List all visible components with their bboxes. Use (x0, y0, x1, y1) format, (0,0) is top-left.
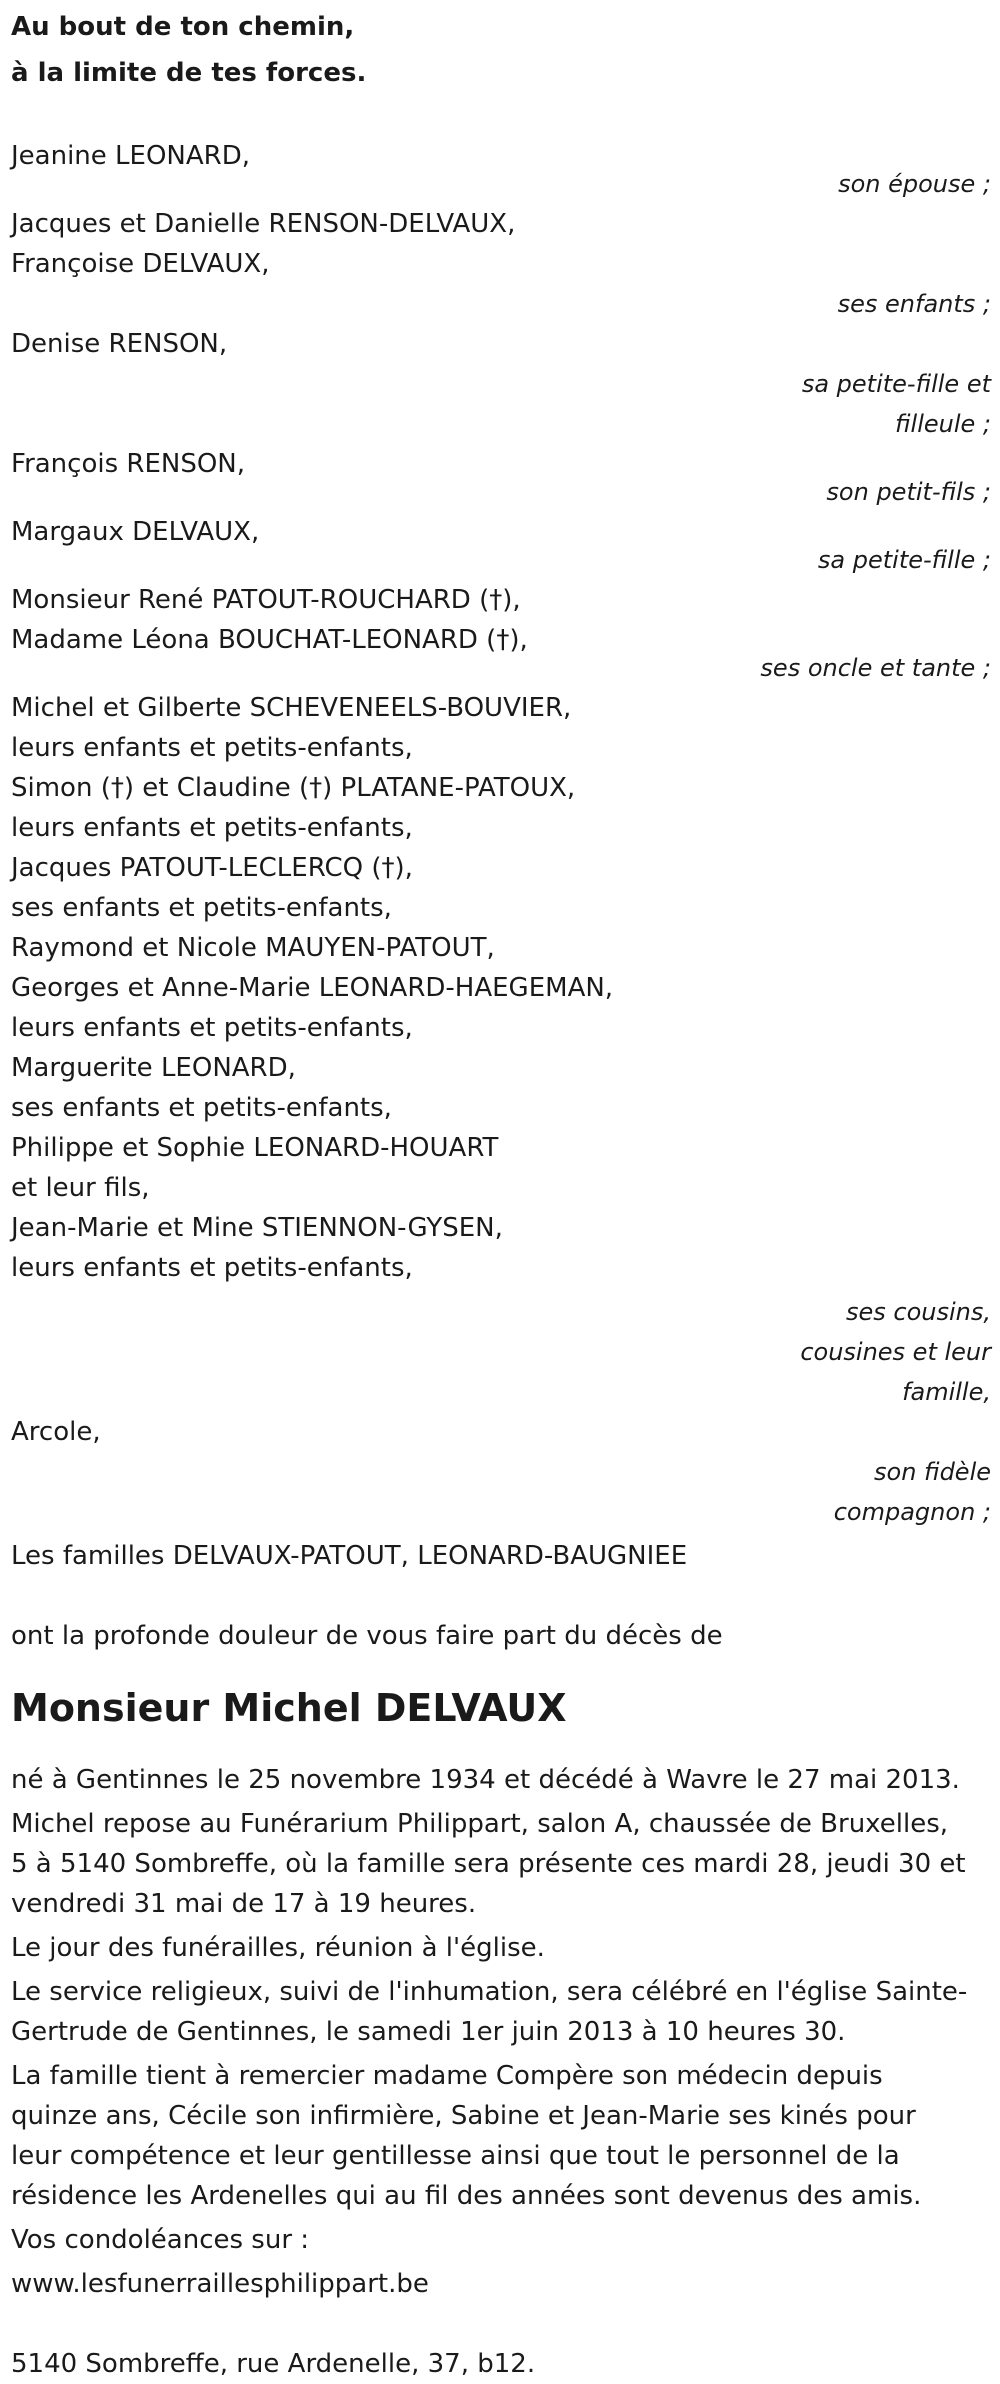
mourner-name: Jeanine LEONARD, (11, 141, 251, 171)
mourner-name: Raymond et Nicole MAUYEN-PATOUT, (11, 933, 495, 963)
mourner-name: Arcole, (11, 1417, 101, 1447)
mourner-name: Margaux DELVAUX, (11, 517, 260, 547)
mourner-name: ses enfants et petits-enfants, (11, 893, 392, 923)
mourner-group (11, 1412, 1000, 1532)
mourner-name: Michel et Gilberte SCHEVENEELS-BOUVIER, (11, 693, 572, 723)
birth-death-paragraph: né à Gentinnes le 25 novembre 1934 et décédé à Wavre le 27 mai 2013. (11, 1765, 960, 1795)
mourner-group (11, 136, 1000, 204)
mourner-relation: ses enfants ; (837, 290, 991, 318)
mourner-relation: compagnon ; (833, 1498, 991, 1526)
mourner-group (11, 324, 1000, 444)
mourner-relation: son fidèle (874, 1458, 991, 1486)
mourner-name: Monsieur René PATOUT-ROUCHARD (†), (11, 585, 521, 615)
mourner-relation: sa petite-fille ; (817, 546, 991, 574)
mourner-relation: ses cousins, (845, 1298, 991, 1326)
mourner-name: Jean-Marie et Mine STIENNON-GYSEN, (11, 1213, 503, 1243)
motto (11, 0, 1000, 96)
mourner-name: leurs enfants et petits-enfants, (11, 1013, 413, 1043)
mourner-name: Jacques et Danielle RENSON-DELVAUX, (11, 209, 516, 239)
announcement-line: ont la profonde douleur de vous faire part du décès de (11, 1621, 723, 1651)
meeting-paragraph: Le jour des funérailles, réunion à l'église. (11, 1933, 545, 1963)
address-line: 5140 Sombreffe, rue Ardenelle, 37, b12. (11, 2349, 536, 2379)
mourner-relation: ses oncle et tante ; (760, 654, 991, 682)
mourner-name: leurs enfants et petits-enfants, (11, 1253, 413, 1283)
mourner-name: Jacques PATOUT-LECLERCQ (†), (11, 853, 413, 883)
mourner-name: leurs enfants et petits-enfants, (11, 733, 413, 763)
mourner-name: Simon (†) et Claudine (†) PLATANE-PATOUX, (11, 773, 576, 803)
mourner-relation: son petit-fils ; (826, 478, 991, 506)
mourner-name: ses enfants et petits-enfants, (11, 1093, 392, 1123)
service-paragraph: Le service religieux, suivi de l'inhumation, sera célébré en l'église Sainte-Gertrude de Gentinnes, le samedi 1er juin 2013 à 10 heures 30. (11, 1977, 968, 2047)
mourner-name: Georges et Anne-Marie LEONARD-HAEGEMAN, (11, 973, 614, 1003)
mourner-group (11, 580, 1000, 688)
website-link[interactable]: www.lesfunerraillesphilippart.be (11, 2269, 429, 2299)
mourner-relation: son épouse ; (838, 170, 991, 198)
motto-line: à la limite de tes forces. (11, 58, 367, 88)
mourner-group (11, 512, 1000, 580)
mourner-name: Françoise DELVAUX, (11, 249, 270, 279)
wake-paragraph: Michel repose au Funérarium Philippart, salon A, chaussée de Bruxelles, 5 à 5140 Sombreffe, où la famille sera présente ces mardi 28, jeudi 30 et vendredi 31 mai de 17 à 19 heures. (11, 1809, 966, 1919)
mourner-group (11, 688, 1000, 1412)
families-line: Les familles DELVAUX-PATOUT, LEONARD-BAUGNIEE (11, 1541, 688, 1571)
mourner-relation: sa petite-fille et (801, 370, 991, 398)
thanks-paragraph: La famille tient à remercier madame Compère son médecin depuis quinze ans, Cécile son infirmière, Sabine et Jean-Marie ses kinés pour leur compétence et leur gentillesse ainsi que tout le personnel de la résidence les Ardenelles qui au fil des années sont devenus des amis. (11, 2061, 922, 2211)
mourner-name: leurs enfants et petits-enfants, (11, 813, 413, 843)
mourner-name: Denise RENSON, (11, 329, 228, 359)
mourner-name: Madame Léona BOUCHAT-LEONARD (†), (11, 625, 528, 655)
motto-line: Au bout de ton chemin, (11, 12, 355, 42)
mourner-group (11, 444, 1000, 512)
mourner-group (11, 204, 1000, 324)
mourner-name: Marguerite LEONARD, (11, 1053, 296, 1083)
mourner-name: et leur fils, (11, 1173, 150, 1203)
mourner-name: Philippe et Sophie LEONARD-HOUART (11, 1133, 499, 1163)
details (11, 1760, 1000, 2384)
mourner-relation: famille, (902, 1378, 991, 1406)
mourner-relation: filleule ; (895, 410, 991, 438)
condolences-label: Vos condoléances sur : (11, 2225, 310, 2255)
mourner-name: François RENSON, (11, 449, 246, 479)
mourner-relation: cousines et leur (800, 1338, 991, 1366)
deceased-name: Monsieur Michel DELVAUX (11, 1686, 567, 1730)
